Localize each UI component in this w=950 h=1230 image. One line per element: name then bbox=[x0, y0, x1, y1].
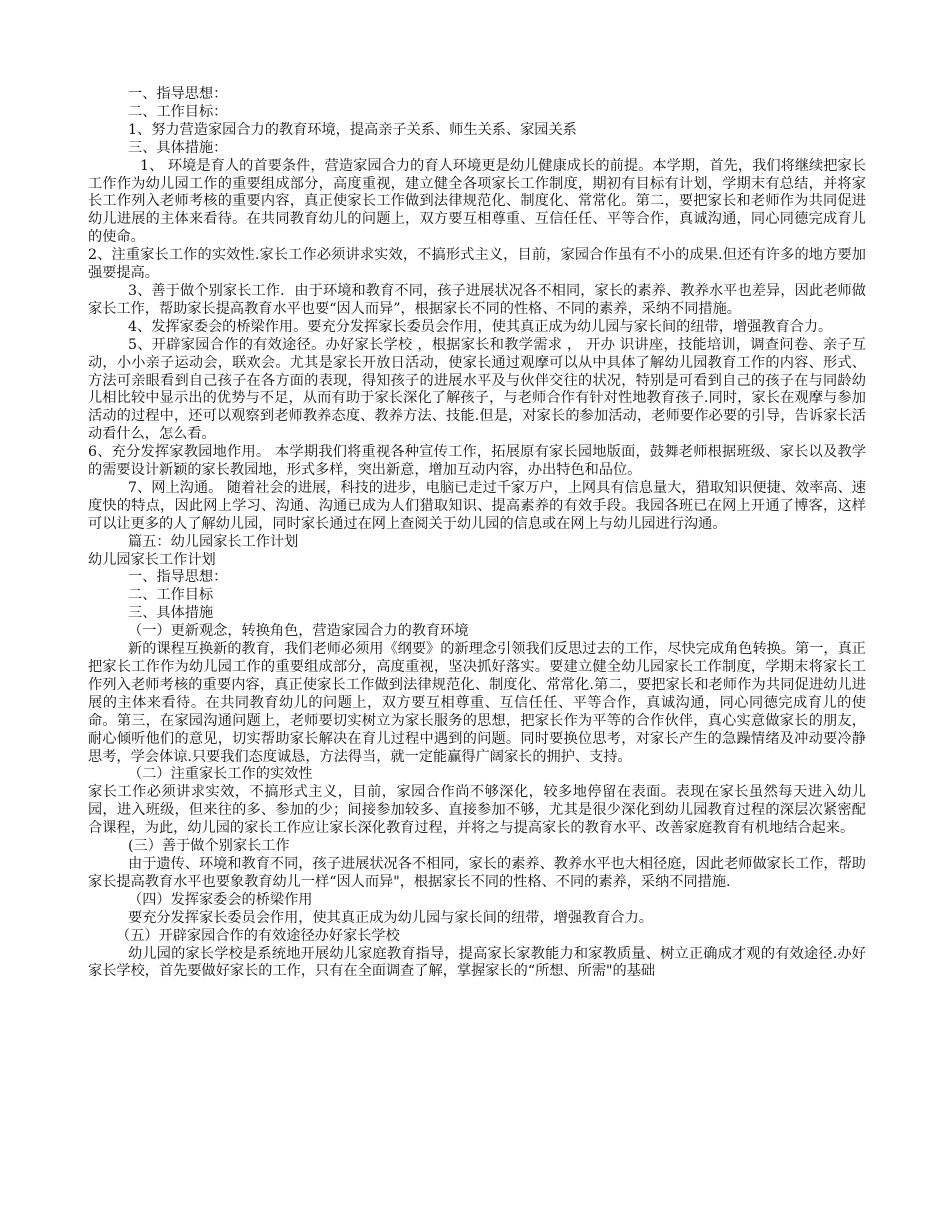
plan-heading-1: 一、指导思想： bbox=[128, 569, 228, 586]
document-body bbox=[88, 86, 866, 981]
subsection-5-body: 幼儿园的家长学校是系统地开展幼儿家庭教育指导，提高家长家教能力和家教质量、树立正确成才观的有效途径.办好家长学校，首先要做好家长的工作，只有在全面调查了解，掌握家长的“所想、所需"的基础 bbox=[88, 945, 866, 980]
measure-3: 3、善于做个别家长工作．由于环境和教育不同，孩子进展状况各不相同，家长的素养、教养水平也差异，因此老师做家长工作，帮助家长提高教育水平也要“因人而异”，根据家长不同的性格、不同的素养，采纳不同措施。 bbox=[88, 282, 866, 317]
subsection-1-body: 新的课程互换新的教育，我们老师必须用《纲要》的新理念引领我们反思过去的工作，尽快完成角色转换。第一，真正把家长工作作为幼儿园工作的重要组成部分，高度重视，坚决抓好落实。要建立健全幼儿园家长工作制度，学期末将家长工作列入老师考核的重要内容，真正使家长工作做到法律规范化、制度化、常常化.第二，要把家长和老师作为共同促进幼儿进展的主体来看待。在共同教育幼儿的问题上，双方要互相尊重、互信任任、平等合作，真诚沟通，同心同德完成育儿的使命。第三，在家园沟通问题上，老师要切实树立为家长服务的思想，把家长作为平等的合作伙伴，真心实意做家长的朋友，耐心倾听他们的意见，切实帮助家长解决在育儿过程中遇到的问题。同时要换位思考，对家长产生的急躁情绪及冲动要冷静思考，学会体谅.只要我们态度诚恳，方法得当，就一定能赢得广阔家长的拥护、支持。 bbox=[88, 641, 866, 765]
section-title: 篇五：幼儿园家长工作计划 bbox=[128, 533, 299, 550]
heading-work-goals: 二、工作目标： bbox=[128, 103, 228, 120]
measure-2: 2、注重家长工作的实效性.家长工作必须讲求实效，不搞形式主义，目前，家园合作虽有不小的成果.但还有许多的地方要加强要提高。 bbox=[88, 247, 866, 282]
measure-5: 5、开辟家园合作的有效途径。办好家长学校 ，根据家长和教学需求 ， 开办 识讲座，技能培训，调查问卷、亲子互动，小小亲子运动会，联欢会。尤其是家长开放日活动，使家长通过观摩可以从中具体了解幼儿园教育工作的内容、形式、方法可亲眼看到自己孩子在各方面的表现，得知孩子的进展水平及与伙伴交往的状况，特别是可看到自己的孩子在与同龄幼儿相比较中显示出的优势与不足，从而有助于家长深化了解孩子，与老师合作有针对性地教育孩子.同时，家长在观摩与参加活动的过程中，还可以观察到老师教养态度、教养方法、技能.但是，对家长的参加活动，老师要作必要的引导，告诉家长活动看什么，怎么看。 bbox=[88, 336, 866, 443]
subsection-2-heading: （二）注重家长工作的实效性 bbox=[128, 766, 313, 783]
subsection-2-body: 家长工作必须讲求实效，不搞形式主义，目前，家园合作尚不够深化，较多地停留在表面。表现在家长虽然每天进入幼儿园，进入班级，但来往的多、参加的少；间接参加较多、直接参加不够，尤其是很少深化到幼儿园教育过程的深层次紧密配合课程，为此，幼儿园的家长工作应让家长深化教育过程，并将之与提高家长的教育水平、改善家庭教育有机地结合起来。 bbox=[88, 784, 866, 837]
subsection-4-body: 要充分发挥家长委员会作用，使其真正成为幼儿园与家长间的纽带，增强教育合力。 bbox=[128, 909, 653, 926]
subsection-5-heading: （五）开辟家园合作的有效途径办好家长学校 bbox=[116, 927, 400, 944]
subsection-1-heading: （一）更新观念，转换角色，营造家园合力的教育环境 bbox=[128, 623, 469, 640]
measure-6: 6、充分发挥家教园地作用。 本学期我们将重视各种宣传工作，拓展原有家长园地版面，鼓舞老师根据班级、家长以及教学的需要设计新颖的家长教园地，形式多样，突出新意，增加互动内容，办出特色和品位。 bbox=[88, 444, 866, 479]
subsection-3-body: 由于遗传、环境和教育不同，孩子进展状况各不相同，家长的素养、教养水平也大相径庭，因此老师做家长工作，帮助家长提高教育水平也要象教育幼儿一样“因人而异"，根据家长不同的性格、不同的素养，采纳不同措施. bbox=[88, 855, 866, 890]
heading-measures: 三、具体措施： bbox=[128, 139, 228, 156]
measure-4: 4、发挥家委会的桥梁作用。要充分发挥家长委员会作用，使其真正成为幼儿园与家长间的纽带，增强教育合力。 bbox=[128, 318, 833, 335]
plan-heading-2: 二、工作目标 bbox=[128, 587, 214, 604]
goal-item: 1、努力营造家园合力的教育环境，提高亲子关系、师生关系、家园关系 bbox=[128, 121, 577, 138]
subsection-4-heading: （四）发挥家委会的桥梁作用 bbox=[128, 891, 313, 908]
heading-guiding-ideology: 一、指导思想： bbox=[128, 86, 228, 102]
plan-heading-3: 三、具体措施 bbox=[128, 605, 214, 622]
subsection-3-heading: (三）善于做个别家长工作 bbox=[128, 838, 290, 855]
measure-7: 7、网上沟通。 随着社会的进展，科技的进步，电脑已走过千家万户，上网具有信息量大，猎取知识便捷、效率高、速度快的特点，因此网上学习、沟通、沟通已成为人们猎取知识、提高素养的有效手段。我园各班已在网上开通了博客，这样可以让更多的人了解幼儿园，同时家长通过在网上查阅关于幼儿园的信息或在网上与幼儿园进行沟通。 bbox=[88, 479, 866, 532]
plan-title: 幼儿园家长工作计划 bbox=[88, 551, 216, 568]
measure-1: 1、 环境是育人的首要条件，营造家园合力的育人环境更是幼儿健康成长的前提。本学期，首先，我们将继续把家长工作作为幼儿园工作的重要组成部分，高度重视，建立健全各项家长工作制度，期初有目标有计划，学期末有总结，并将家长工作列入老师考核的重要内容，真正使家长工作做到法律规范化、制度化、常常化。第二，要把家长和老师作为共同促进幼儿进展的主体来看待。在共同教育幼儿的问题上，双方要互相尊重、互信任任、平等合作，真诚沟通，同心同德完成育儿的使命。 bbox=[88, 157, 866, 246]
